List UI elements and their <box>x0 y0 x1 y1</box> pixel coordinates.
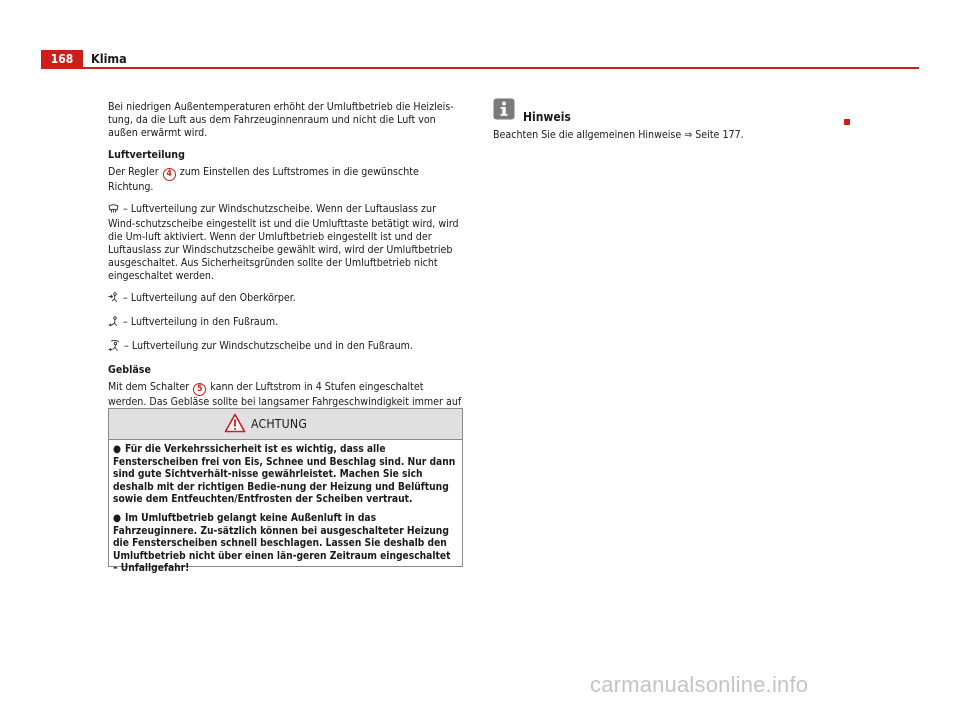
info-icon <box>493 98 515 124</box>
note-header <box>493 98 861 124</box>
header-rule <box>41 67 919 69</box>
windshield-text: – Luftverteilung zur Windschutzscheibe. Wenn der Luftauslass zur Wind-schutzscheibe eingestellt ist und die Umlufttaste betätigt wird, wird die Um-luft aktiviert. Wenn der Umluftbetrieb eingestellt ist und der Luftauslass zur Windschutzscheibe gewählt wird, wird der Umluftbetrieb ausgeschaltet. Aus Sicherheitsgründen sollte der Umluftbetrieb nicht eingeschaltet werden. <box>108 203 459 282</box>
windshield-footwell-airflow-icon <box>108 340 120 355</box>
warning-box <box>108 408 463 575</box>
right-column <box>493 98 861 142</box>
note-text: Beachten Sie die allgemeinen Hinweise ⇒ Seite 177. <box>493 129 744 141</box>
warning-item <box>113 444 458 507</box>
note-title: Hinweis <box>523 110 571 124</box>
upper-body-paragraph <box>108 292 464 307</box>
windshield-footwell-text: – Luftverteilung zur Windschutzscheibe und in den Fußraum. <box>124 340 413 352</box>
callout-4: 4 <box>163 168 176 181</box>
warning-item-text: Für die Verkehrssicherheit ist es wichtig, dass alle Fensterscheiben frei von Eis, Schnee und Beschlag sind. Nur dann sind gute Sichtverhält-nisse gewährleistet. Machen Sie sich deshalb mit der richtigen Bedie-nung der Heizung und Belüftung sowie dem Entfeuchten/Entfrosten der Scheiben vertraut. <box>113 444 456 506</box>
footwell-paragraph <box>108 316 464 331</box>
windshield-paragraph <box>108 203 464 283</box>
airflow-heading: Luftverteilung <box>108 149 185 161</box>
blower-heading: Gebläse <box>108 364 151 376</box>
blower-text-post: kann der Luftstrom in 4 Stufen eingeschaltet werden. Das Gebläse sollte bei langsamer Fahrgeschwindigkeit immer auf <box>108 381 462 408</box>
warning-header <box>109 409 462 440</box>
warning-body <box>109 440 462 576</box>
warning-triangle-icon <box>224 413 246 437</box>
footwell-text: – Luftverteilung in den Fußraum. <box>123 316 279 328</box>
bullet: ● <box>113 444 121 455</box>
section-end-marker <box>844 119 850 125</box>
upper-body-text: – Luftverteilung auf den Oberkörper. <box>123 292 296 304</box>
left-column <box>108 101 464 431</box>
warning-item-text: Im Umluftbetrieb gelangt keine Außenluft in das Fahrzeuginnere. Zu-sätzlich können bei ausgeschalteter Heizung die Fensterscheiben schnell beschlagen. Lassen Sie deshalb den Umluftbetrieb nicht über einen län-geren Zeitraum eingeschaltet – Unfallgefahr! <box>113 512 451 575</box>
bullet: ● <box>113 512 121 524</box>
callout-5: 5 <box>193 383 206 396</box>
upper-body-airflow-icon <box>108 292 119 307</box>
blower-text-pre: Mit dem Schalter <box>108 381 190 393</box>
watermark: carmanualsonline.info <box>590 672 809 697</box>
windshield-footwell-paragraph <box>108 340 464 355</box>
windshield-airflow-icon <box>108 204 119 218</box>
regulator-text-pre: Der Regler <box>108 166 159 178</box>
page-number: 168 <box>41 50 83 68</box>
warning-title: ACHTUNG <box>251 417 308 431</box>
regulator-text-post: zum Einstellen des Luftstromes in die gewünschte Richtung. <box>108 166 419 193</box>
regulator-paragraph <box>108 166 464 194</box>
intro-paragraph: Bei niedrigen Außentemperaturen erhöht der Umluftbetrieb die Heizleis-tung, da die Luft aus dem Fahrzeuginnenraum und nicht die Luft von außen erwärmt wird. <box>108 101 454 139</box>
warning-item <box>113 513 458 576</box>
chapter-title: Klima <box>91 51 127 66</box>
footwell-airflow-icon <box>108 316 119 331</box>
